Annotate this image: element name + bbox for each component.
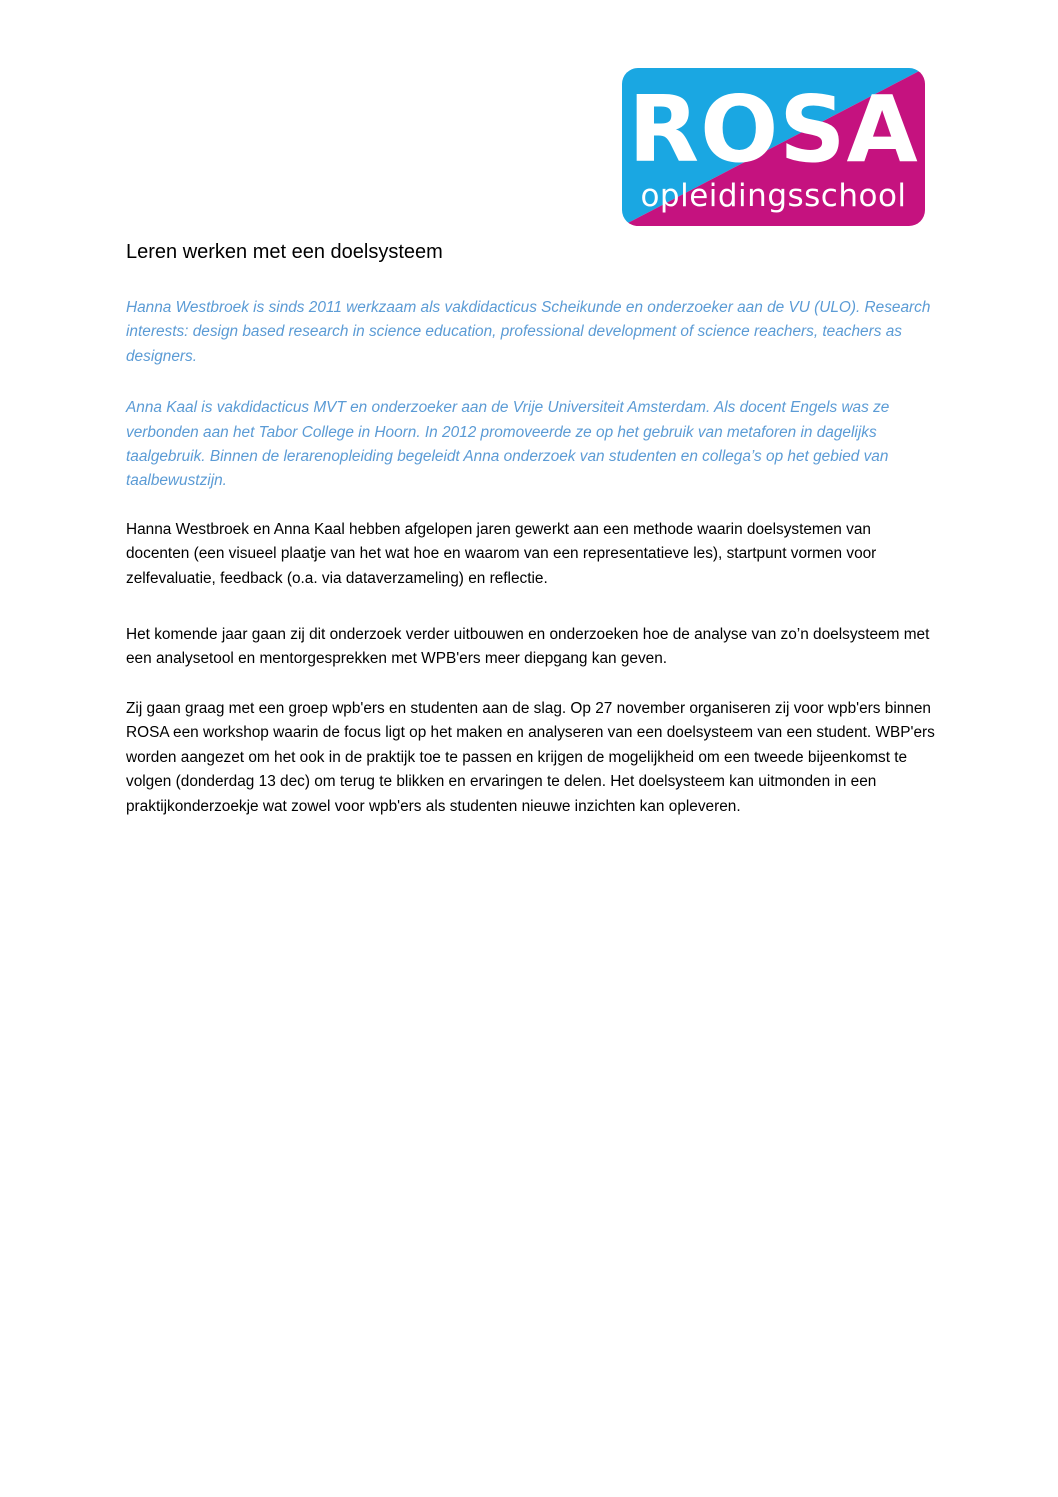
bio-anna-kaal: Anna Kaal is vakdidacticus MVT en onderzoeker aan de Vrije Universiteit Amsterdam. Als docent Engels was ze verbonden aan het Tabor College in Hoorn. In 2012 promoveerde ze op het gebruik van metaforen in dagelijks taalgebruik. Binnen de lerarenopleiding begeleidt Anna onderzoek van studenten en collega’s op het gebied van taalbewustzijn.: [126, 399, 890, 490]
logo-subtitle: opleidingsschool: [640, 178, 907, 214]
paragraph-workshop: Zij gaan graag met een groep wpb'ers en studenten aan de slag. Op 27 november organiseren zij voor wpb'ers binnen ROSA een workshop waarin de focus ligt op het maken en analyseren van een doelsysteem van een student. WBP'ers worden aangezet om het ook in de praktijk toe te passen en krijgen de mogelijkheid om een tweede bijeenkomst te volgen (donderdag 13 dec) om terug te blikken en ervaringen te delen. Het doelsysteem kan uitmonden in een praktijkonderzoekje wat zowel voor wpb'ers als studenten nieuwe inzichten kan opleveren.: [126, 699, 935, 815]
logo-wordmark: ROSA: [628, 76, 919, 183]
bio-hanna-westbroek: Hanna Westbroek is sinds 2011 werkzaam als vakdidacticus Scheikunde en onderzoeker aan de VU (ULO). Research interests: design based research in science education, professional development of science reachers, teachers as designers.: [126, 299, 931, 365]
document-body: [126, 296, 936, 819]
paragraph-method: Hanna Westbroek en Anna Kaal hebben afgelopen jaren gewerkt aan een methode waarin doelsystemen van docenten (een visueel plaatje van het wat hoe en waarom van een representatieve les), startpunt vormen voor zelfevaluatie, feedback (o.a. via dataverzameling) en reflectie.: [126, 520, 877, 587]
page-title: Leren werken met een doelsysteem: [126, 241, 443, 263]
rosa-logo: [622, 68, 925, 226]
paragraph-next-year: Het komende jaar gaan zij dit onderzoek verder uitbouwen en onderzoeken hoe de analyse van zo’n doelsysteem met een analysetool en mentorgesprekken met WPB'ers meer diepgang kan geven.: [126, 626, 930, 668]
